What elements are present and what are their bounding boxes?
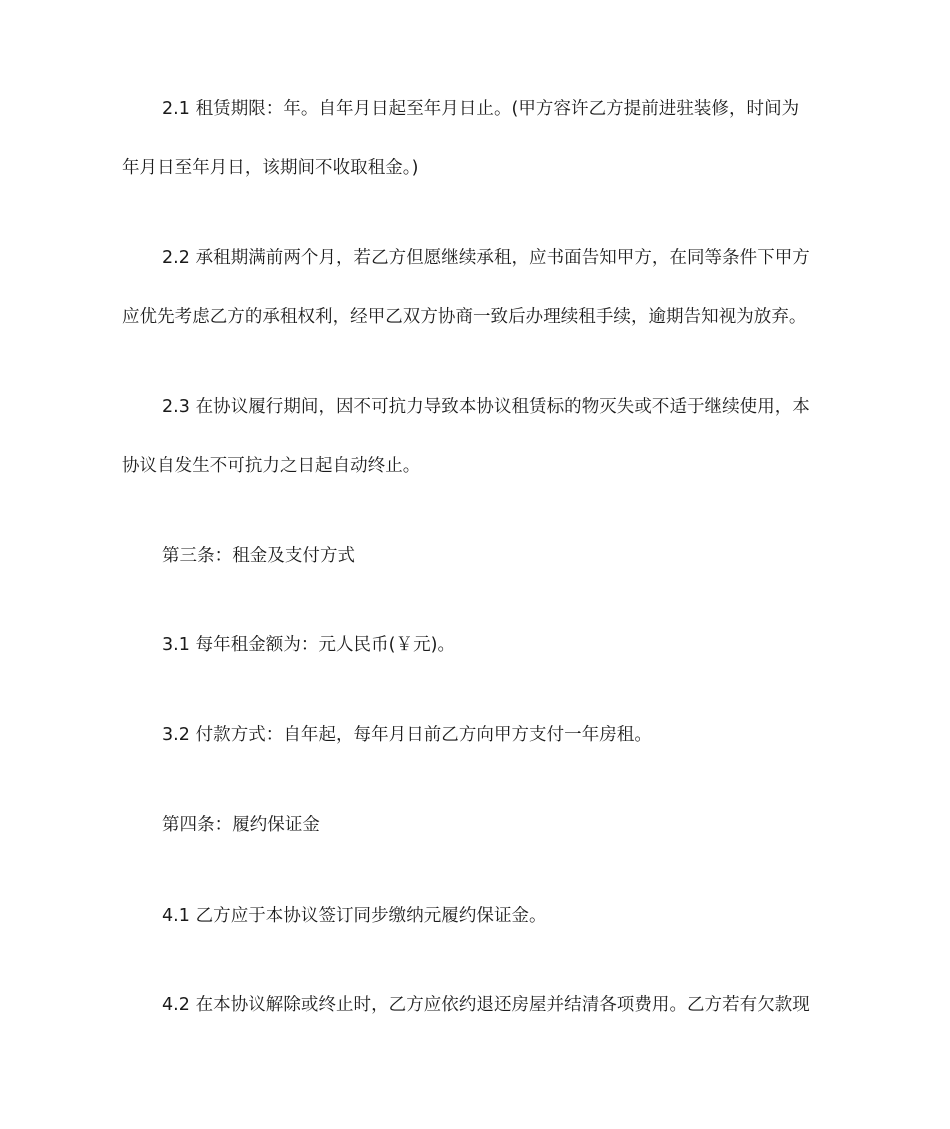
- clause-2-2-line-2: 应优先考虑乙方的承租权利，经甲乙双方协商一致后办理续租手续，逾期告知视为放弃。: [122, 307, 807, 327]
- clause-4-1: 4.1 乙方应于本协议签订同步缴纳元履约保证金。: [162, 906, 547, 926]
- clause-2-3-line-1: 2.3 在协议履行期间，因不可抗力导致本协议租赁标的物灭失或不适于继续使用，本: [162, 397, 810, 417]
- clause-2-1-line-1: 2.1 租赁期限：年。自年月日起至年月日止。(甲方容许乙方提前进驻装修，时间为: [162, 99, 800, 119]
- clause-4-2-line-1: 4.2 在本协议解除或终止时，乙方应依约退还房屋并结清各项费用。乙方若有欠款现: [162, 995, 810, 1015]
- clause-2-2-line-1: 2.2 承租期满前两个月，若乙方但愿继续承租，应书面告知甲方，在同等条件下甲方: [162, 248, 810, 268]
- clause-3-2: 3.2 付款方式：自年起，每年月日前乙方向甲方支付一年房租。: [162, 725, 652, 745]
- article-3-heading: 第三条：租金及支付方式: [162, 546, 356, 566]
- clause-2-3-line-2: 协议自发生不可抗力之日起自动终止。: [122, 456, 421, 476]
- clause-3-1: 3.1 每年租金额为：元人民币(￥元)。: [162, 635, 456, 655]
- clause-2-1-line-2: 年月日至年月日，该期间不收取租金。): [122, 158, 419, 178]
- article-4-heading: 第四条：履约保证金: [162, 815, 320, 835]
